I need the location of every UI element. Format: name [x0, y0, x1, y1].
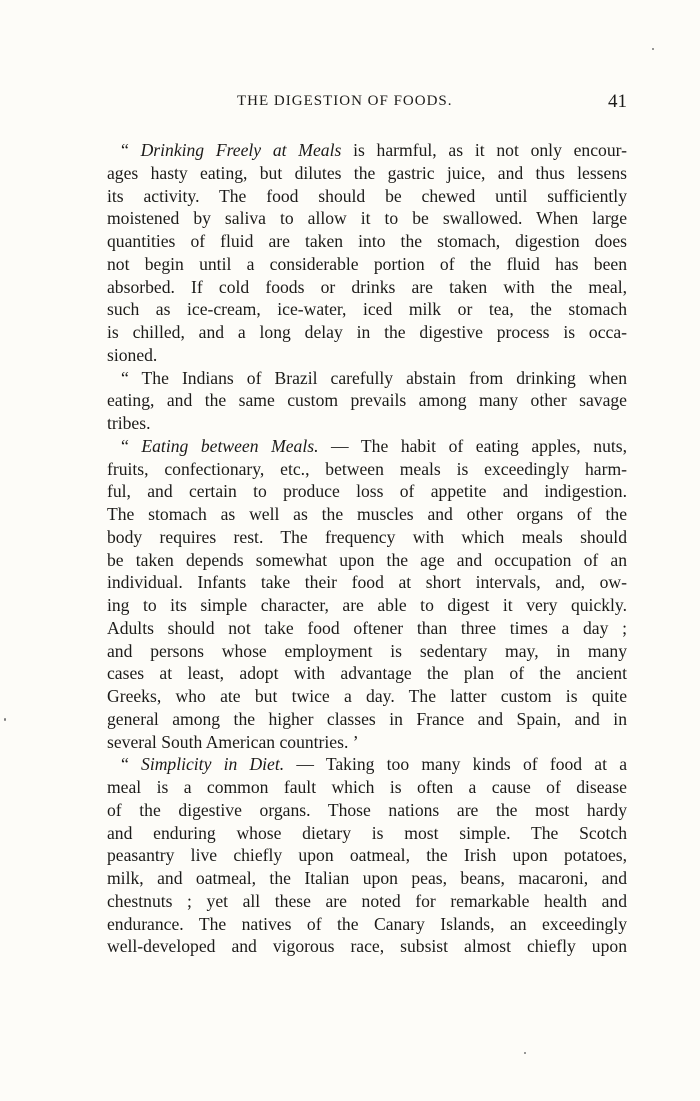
text-run: “: [121, 754, 142, 775]
running-title: THE DIGESTION OF FOODS.: [237, 93, 453, 109]
text-line: [107, 753, 627, 776]
paragraph: [107, 435, 627, 754]
text-line: [107, 276, 627, 299]
text-line: [107, 799, 627, 822]
text-line: [107, 480, 627, 503]
text-run: and enduring whose dietary is most simple. The Scotch: [107, 822, 627, 843]
text-line: [107, 526, 627, 549]
text-run: individual. Infants take their food at short intervals, and, ow-: [107, 572, 627, 593]
text-line: [107, 685, 627, 708]
text-run: ful, and certain to produce loss of appetite and indigestion.: [107, 481, 627, 502]
text-run: well-developed and vigorous race, subsist almost chiefly upon: [107, 936, 627, 957]
text-line: [107, 640, 627, 663]
paragraph: [107, 139, 627, 367]
text-line: [107, 662, 627, 685]
paragraph: [107, 367, 627, 435]
text-run: sioned.: [107, 344, 158, 365]
text-line: [107, 185, 627, 208]
text-run: — The habit of eating apples, nuts,: [318, 435, 627, 456]
text-line: [107, 594, 627, 617]
text-line: [107, 867, 627, 890]
ink-speck: [4, 718, 6, 721]
text-line: [107, 253, 627, 276]
text-run: cases at least, adopt with advantage the plan of the ancient: [107, 663, 627, 684]
text-line: [107, 913, 627, 936]
text-run: “: [121, 435, 142, 456]
text-line: [107, 389, 627, 412]
text-line: [107, 776, 627, 799]
text-run: The stomach as well as the muscles and other organs of the: [107, 504, 627, 524]
text-run: not begin until a considerable portion of the fluid has been: [107, 253, 627, 274]
text-run: absorbed. If cold foods or drinks are taken with the meal,: [107, 276, 627, 297]
text-line: [107, 890, 627, 913]
text-line: [107, 412, 627, 435]
text-run: Adults should not take food oftener than three times a day ;: [107, 617, 627, 638]
page-number: 41: [608, 91, 627, 112]
text-run: be taken depends somewhat upon the age and occupation of an: [107, 549, 627, 570]
text-run: body requires rest. The frequency with which meals should: [107, 526, 627, 547]
text-line: [107, 503, 627, 526]
text-run: endurance. The natives of the Canary Islands, an exceedingly: [107, 913, 627, 934]
text-line: [107, 549, 627, 572]
text-run: chestnuts ; yet all these are noted for remarkable health and: [107, 890, 627, 911]
text-line: [107, 435, 627, 458]
page-header: [107, 93, 627, 117]
text-line: [107, 571, 627, 594]
text-run: general among the higher classes in France and Spain, and in: [107, 708, 627, 729]
text-run: Greeks, who ate but twice a day. The latter custom is quite: [107, 686, 627, 706]
paragraph: [107, 753, 627, 958]
text-line: [107, 162, 627, 185]
text-line: [107, 617, 627, 640]
italic-heading: Eating between Meals.: [141, 435, 319, 456]
text-line: [107, 207, 627, 230]
text-line: [107, 731, 627, 754]
text-line: [107, 344, 627, 367]
text-line: [107, 822, 627, 845]
text-run: is harmful, as it not only encour-: [341, 140, 627, 160]
text-run: “: [121, 140, 141, 160]
text-run: its activity. The food should be chewed until sufficiently: [107, 185, 627, 206]
text-line: [107, 230, 627, 253]
text-run: and persons whose employment is sedentary may, in many: [107, 640, 627, 661]
italic-heading: Drinking Freely at Meals: [140, 140, 342, 160]
text-run: several South American countries. ’: [107, 731, 359, 752]
text-run: milk, and oatmeal, the Italian upon peas, beans, macaroni, and: [107, 868, 627, 888]
text-run: fruits, confectionary, etc., between meals is exceedingly harm-: [107, 458, 627, 479]
text-run: “ The Indians of Brazil carefully abstain from drinking when: [121, 367, 627, 388]
text-run: ing to its simple character, are able to digest it very quickly.: [107, 595, 627, 615]
text-line: [107, 367, 627, 390]
ink-speck: [652, 48, 654, 50]
text-run: tribes.: [107, 413, 151, 433]
text-line: [107, 298, 627, 321]
text-run: ages hasty eating, but dilutes the gastric juice, and thus lessens: [107, 162, 627, 183]
text-run: of the digestive organs. Those nations are the most hardy: [107, 799, 627, 820]
text-run: eating, and the same custom prevails among many other savage: [107, 390, 627, 411]
text-line: [107, 935, 627, 958]
text-run: moistened by saliva to allow it to be swallowed. When large: [107, 208, 627, 229]
text-run: — Taking too many kinds of food at a: [284, 754, 627, 775]
text-line: [107, 708, 627, 731]
italic-heading: Simplicity in Diet.: [141, 754, 285, 775]
text-run: meal is a common fault which is often a cause of disease: [107, 777, 627, 797]
ink-speck: [524, 1052, 526, 1054]
text-run: such as ice-cream, ice-water, iced milk or tea, the stomach: [107, 299, 627, 320]
text-line: [107, 844, 627, 867]
text-line: [107, 321, 627, 344]
text-run: peasantry live chiefly upon oatmeal, the Irish upon potatoes,: [107, 845, 627, 866]
text-line: [107, 458, 627, 481]
text-line: [107, 139, 627, 162]
text-run: quantities of fluid are taken into the stomach, digestion does: [107, 231, 627, 251]
text-run: is chilled, and a long delay in the digestive process is occa-: [107, 322, 627, 342]
body-text: [107, 139, 627, 958]
